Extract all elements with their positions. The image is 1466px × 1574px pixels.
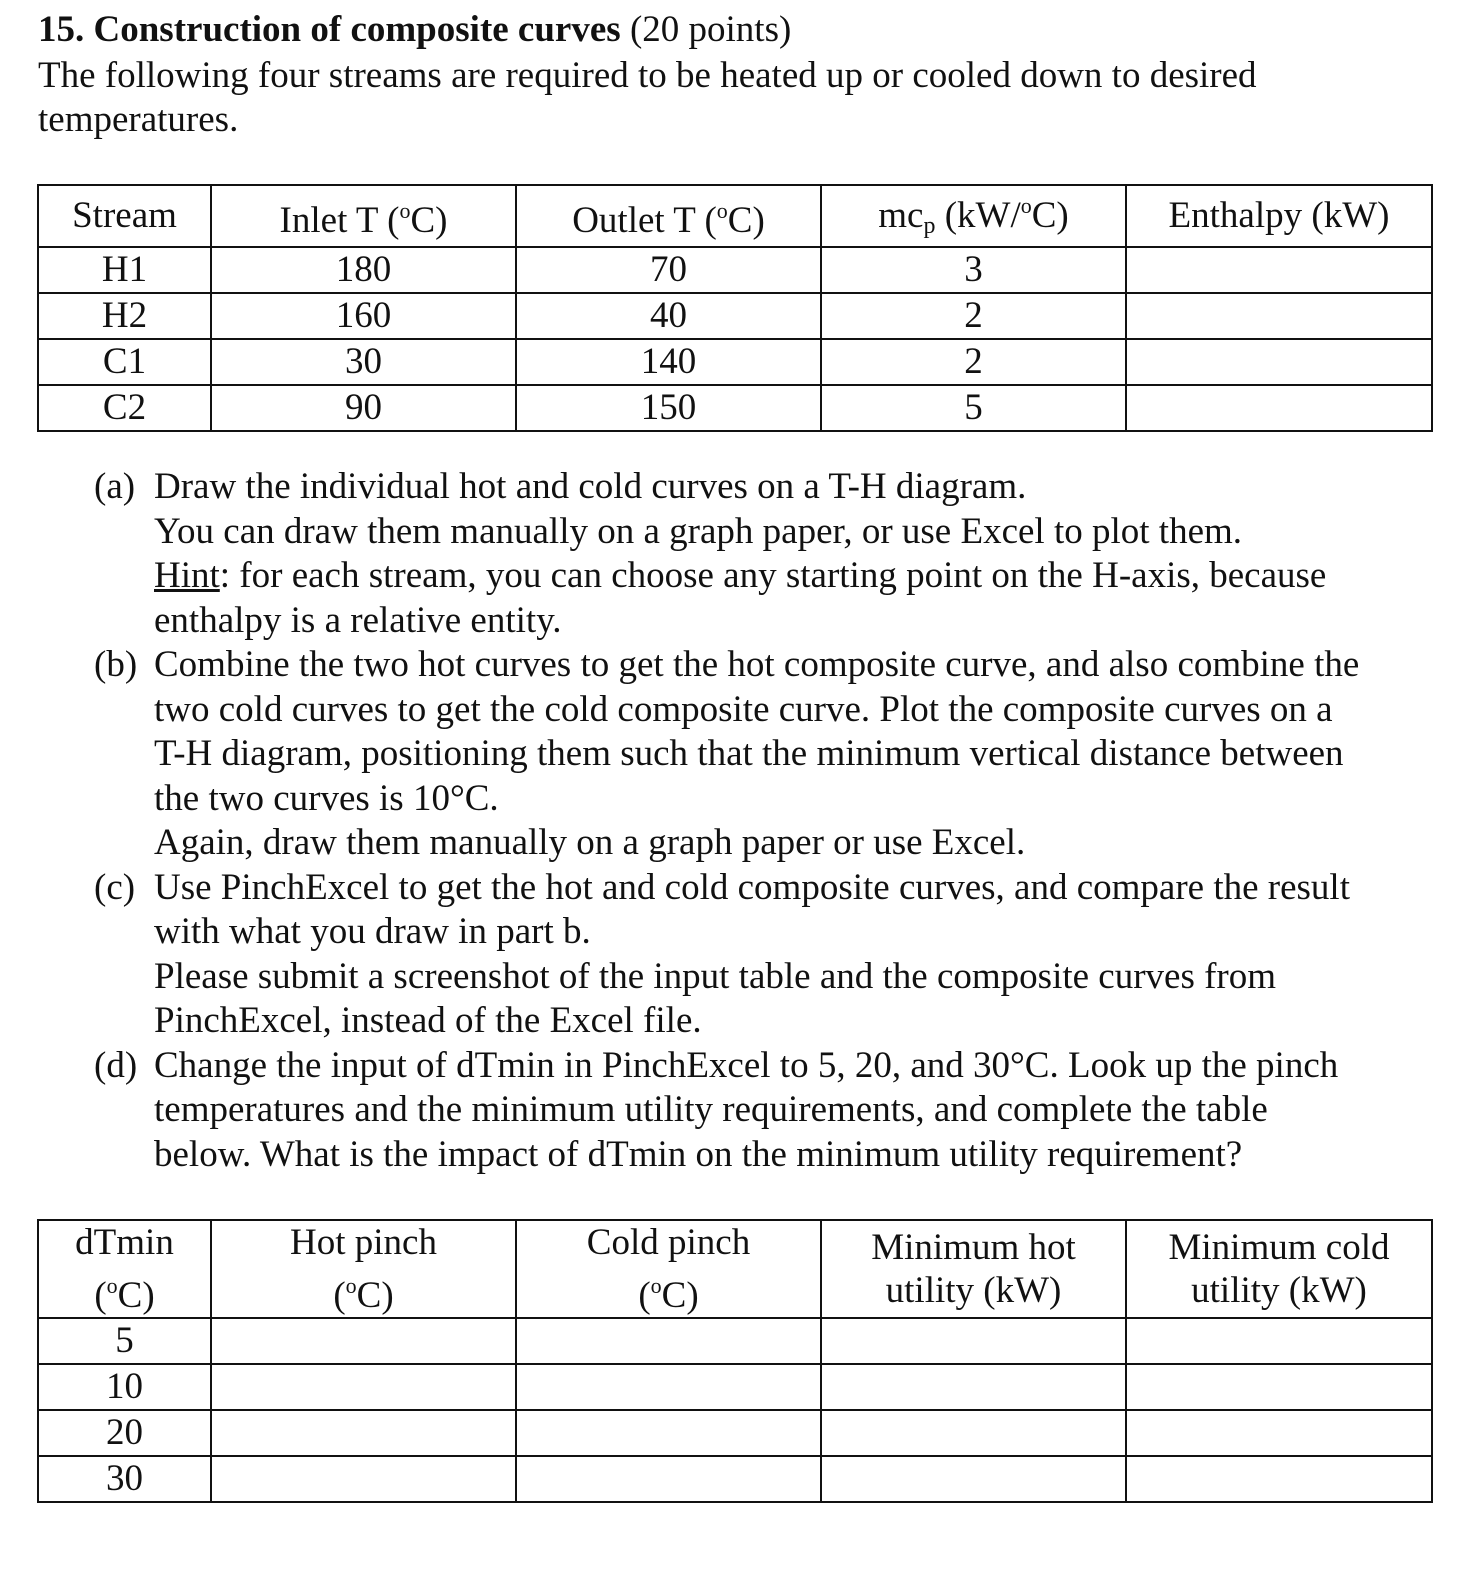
question-line: T-H diagram, positioning them such that the minimum vertical distance between (154, 733, 1344, 774)
question-a (94, 465, 1434, 643)
question-line: with what you draw in part b. (154, 911, 591, 952)
column-header-min-hot-utility: Minimum hot utility (kW) (821, 1220, 1126, 1318)
question-line: Use PinchExcel to get the hot and cold composite curves, and compare the result (154, 866, 1350, 908)
dtmin-cell: 30 (38, 1456, 211, 1502)
cold-pinch-cell (516, 1364, 821, 1410)
question-label: (d) (94, 1044, 138, 1086)
dtmin-cell: 5 (38, 1318, 211, 1364)
hint-label: Hint (154, 555, 220, 596)
column-header-cold-pinch: Cold pinch ($^o$C) (516, 1220, 821, 1318)
table-header-row (38, 185, 1432, 247)
inlet-temp-cell: 160 (211, 293, 516, 339)
cold-pinch-cell (516, 1456, 821, 1502)
enthalpy-cell (1126, 385, 1432, 431)
min-hot-utility-cell (821, 1364, 1126, 1410)
hot-pinch-cell (211, 1364, 516, 1410)
outlet-temp-cell: 70 (516, 247, 821, 293)
question-label: (a) (94, 466, 136, 507)
table-row (38, 293, 1432, 339)
inlet-temp-cell: 90 (211, 385, 516, 431)
question-line: Again, draw them manually on a graph paper or use Excel. (154, 822, 1026, 863)
outlet-temp-cell: 150 (516, 385, 821, 431)
column-header-enthalpy: Enthalpy (kW) (1126, 185, 1432, 247)
mcp-cell: 2 (821, 293, 1126, 339)
table-header-row (38, 1220, 1432, 1318)
question-line: enthalpy is a relative entity. (154, 599, 562, 641)
column-header-dtmin: dTmin ($^o$C) (38, 1220, 211, 1318)
min-cold-utility-cell (1126, 1456, 1432, 1502)
stream-name-cell: H2 (38, 293, 211, 339)
inlet-temp-cell: 30 (211, 339, 516, 385)
question-c (94, 866, 1434, 1044)
question-line: Please submit a screenshot of the input table and the composite curves from (154, 955, 1277, 997)
table-row (38, 1456, 1432, 1502)
question-label: (c) (94, 866, 136, 908)
question-list (94, 465, 1434, 1177)
question-d (94, 1044, 1434, 1178)
question-line: below. What is the impact of dTmin on the minimum utility requirement? (154, 1133, 1243, 1175)
enthalpy-cell (1126, 339, 1432, 385)
column-header-inlet-temp: Inlet T ($^o$C) (211, 185, 516, 247)
dtmin-cell: 20 (38, 1410, 211, 1456)
stream-name-cell: C1 (38, 339, 211, 385)
hot-pinch-cell (211, 1456, 516, 1502)
enthalpy-cell (1126, 247, 1432, 293)
min-hot-utility-cell (821, 1410, 1126, 1456)
column-header-mcp: $mc_p$ (kW/$^o$C) (821, 185, 1126, 247)
outlet-temp-cell: 140 (516, 339, 821, 385)
min-cold-utility-cell (1126, 1410, 1432, 1456)
mcp-cell: 2 (821, 339, 1126, 385)
column-header-stream: Stream (38, 185, 211, 247)
table-row (38, 1364, 1432, 1410)
table-row (38, 1318, 1432, 1364)
question-line: You can draw them manually on a graph paper, or use Excel to plot them. (154, 510, 1243, 552)
problem-title-text: 15. Construction of composite curves (38, 9, 621, 50)
question-line: PinchExcel, instead of the Excel file. (154, 1000, 702, 1041)
question-label: (b) (94, 644, 138, 685)
question-line: Change the input of dTmin in PinchExcel to 5, 20, and 30°C. Look up the pinch (154, 1044, 1339, 1086)
enthalpy-cell (1126, 293, 1432, 339)
question-line: Draw the individual hot and cold curves on a T-H diagram. (154, 466, 1027, 507)
table-row (38, 247, 1432, 293)
stream-table (37, 184, 1433, 432)
pinch-table (37, 1219, 1433, 1503)
problem-points: (20 points) (629, 9, 792, 50)
problem-intro (38, 54, 1438, 142)
column-header-min-cold-utility: Minimum cold utility (kW) (1126, 1220, 1432, 1318)
table-row (38, 1410, 1432, 1456)
question-b (94, 643, 1434, 866)
intro-line: temperatures. (38, 99, 239, 140)
stream-name-cell: C2 (38, 385, 211, 431)
question-line: Combine the two hot curves to get the hot composite curve, and also combine the (154, 644, 1360, 685)
outlet-temp-cell: 40 (516, 293, 821, 339)
question-line: two cold curves to get the cold composite curve. Plot the composite curves on a (154, 688, 1333, 730)
question-line: temperatures and the minimum utility requirements, and complete the table (154, 1089, 1268, 1130)
column-header-outlet-temp: Outlet T ($^o$C) (516, 185, 821, 247)
cold-pinch-cell (516, 1318, 821, 1364)
min-cold-utility-cell (1126, 1364, 1432, 1410)
intro-line: The following four streams are required to be heated up or cooled down to desired (38, 55, 1257, 96)
table-row (38, 385, 1432, 431)
question-line: Hint: for each stream, you can choose any starting point on the H-axis, because (154, 555, 1327, 596)
inlet-temp-cell: 180 (211, 247, 516, 293)
cold-pinch-cell (516, 1410, 821, 1456)
problem-title (38, 8, 791, 52)
dtmin-cell: 10 (38, 1364, 211, 1410)
column-header-hot-pinch: Hot pinch ($^o$C) (211, 1220, 516, 1318)
question-line: the two curves is 10°C. (154, 777, 499, 819)
table-row (38, 339, 1432, 385)
mcp-cell: 5 (821, 385, 1126, 431)
hot-pinch-cell (211, 1318, 516, 1364)
min-hot-utility-cell (821, 1318, 1126, 1364)
hot-pinch-cell (211, 1410, 516, 1456)
min-cold-utility-cell (1126, 1318, 1432, 1364)
mcp-cell: 3 (821, 247, 1126, 293)
min-hot-utility-cell (821, 1456, 1126, 1502)
stream-name-cell: H1 (38, 247, 211, 293)
